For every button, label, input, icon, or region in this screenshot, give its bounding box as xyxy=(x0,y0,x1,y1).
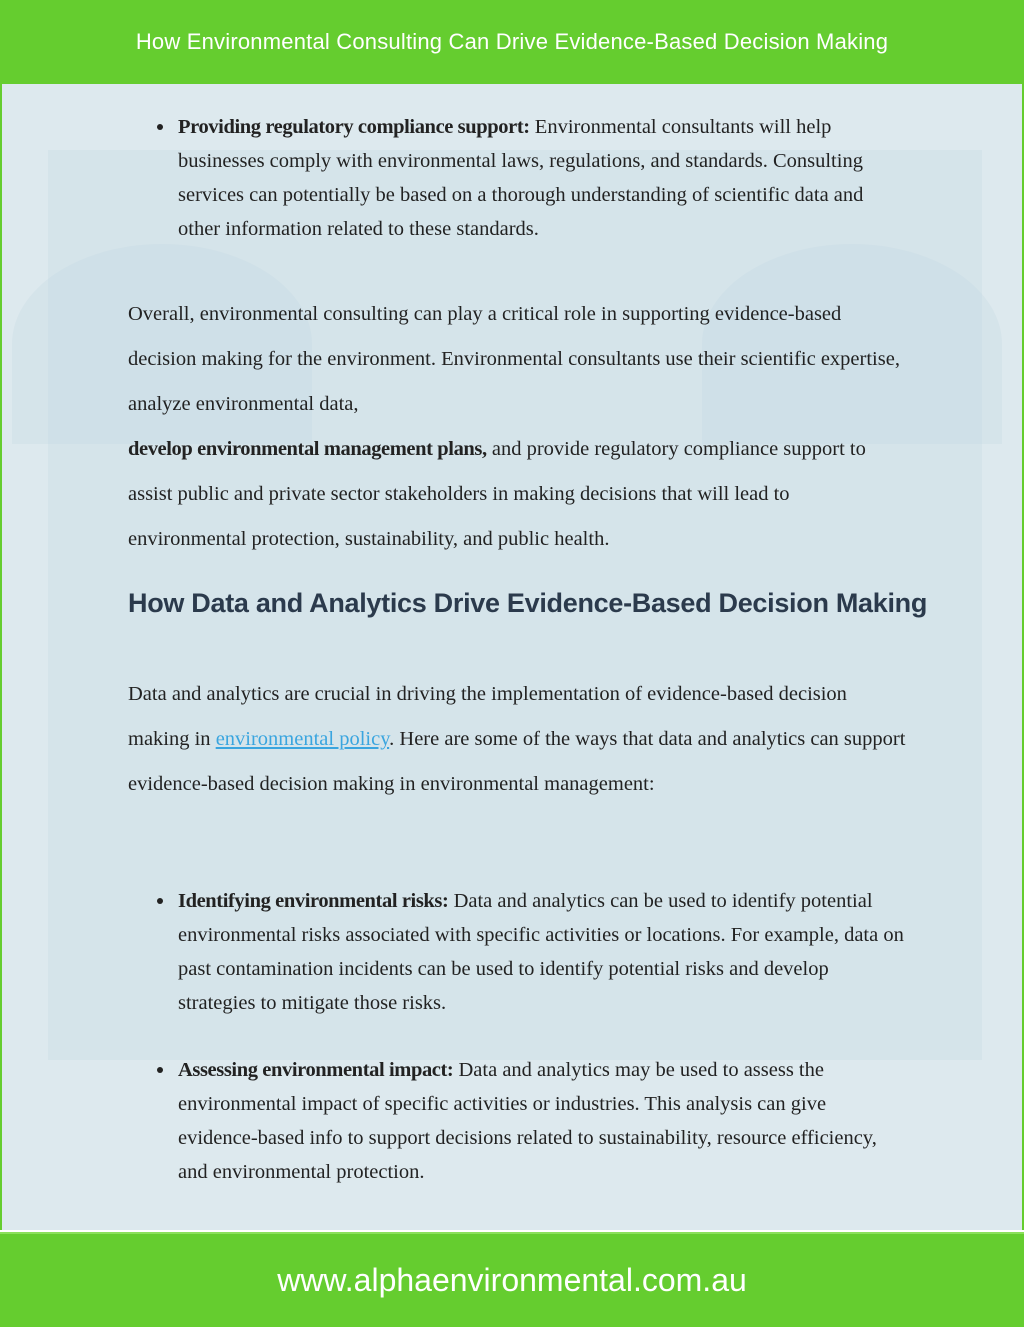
overall-bold: develop environmental management plans, xyxy=(128,438,487,460)
section-intro xyxy=(128,672,908,807)
intro-text-a: Data and analytics are crucial in driving the implementation of evidence-based decision making in xyxy=(128,683,847,750)
bullet-term: Assessing environmental impact: xyxy=(178,1059,454,1081)
header-title: How Environmental Consulting Can Drive Evidence-Based Decision Making xyxy=(135,29,889,54)
intro-text-b: . Here are some of the ways that data and analytics can support evidence-based decision making in environmental management: xyxy=(128,728,906,795)
overall-text-a: Overall, environmental consulting can play a critical role in supporting evidence-based decision making for the environment. Environmental consultants use their scientific expertise, analyze environmental data, xyxy=(128,303,900,415)
bullet-dot xyxy=(157,124,163,130)
page-footer xyxy=(0,1232,1024,1327)
section-heading: How Data and Analytics Drive Evidence-Based Decision Making xyxy=(128,588,928,618)
list-item xyxy=(128,884,908,1020)
environmental-policy-link[interactable]: environmental policy xyxy=(215,728,390,750)
list-item xyxy=(128,110,908,246)
footer-url[interactable]: www.alphaenvironmental.com.au xyxy=(277,1262,747,1298)
bullet-dot xyxy=(157,1067,163,1073)
bullet-text: Environmental consultants will help businesses comply with environmental laws, regulations, and standards. Consulting services can potentially be based on a thorough understanding of scientific data and other information related to these standards. xyxy=(178,116,864,240)
bullet-term: Providing regulatory compliance support: xyxy=(178,116,530,138)
bullet-text: Data and analytics may be used to assess the environmental impact of specific activities or industries. This analysis can give evidence-based info to support decisions related to sustainability, resource efficiency, and environmental protection. xyxy=(178,1059,877,1183)
page-header xyxy=(0,0,1024,84)
list-item xyxy=(128,1053,908,1189)
bullet-text: Data and analytics can be used to identify potential environmental risks associated with specific activities or locations. For example, data on past contamination incidents can be used to identify potential risks and develop strategies to mitigate those risks. xyxy=(178,890,904,1014)
bullet-term: Identifying environmental risks: xyxy=(178,890,449,912)
bullet-list-top xyxy=(128,110,908,246)
bullet-dot xyxy=(157,898,163,904)
bullet-list-bottom xyxy=(128,884,908,1189)
overall-text-b: and provide regulatory compliance support to assist public and private sector stakeholders in making decisions that will lead to environmental protection, sustainability, and public health. xyxy=(128,438,866,550)
overall-paragraph xyxy=(128,292,908,562)
